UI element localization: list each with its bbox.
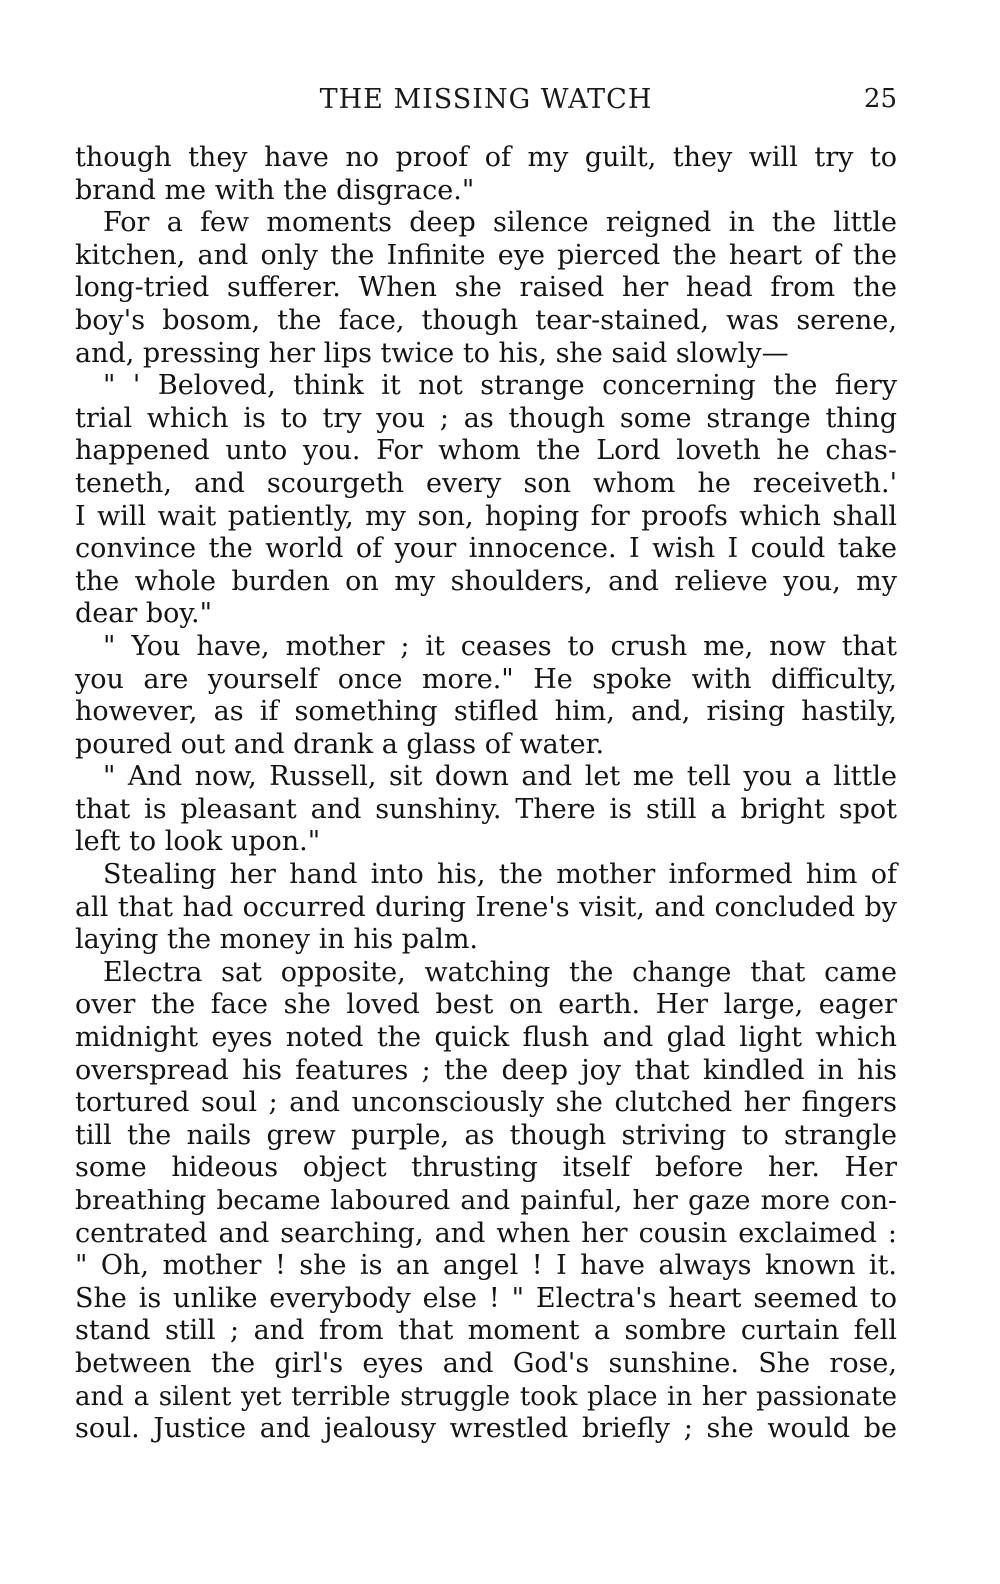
text-line: midnight eyes noted the quick flush and glad light which xyxy=(75,1022,897,1054)
text-line: laying the money in his palm. xyxy=(75,924,479,956)
text-line: teneth, and scourgeth every son whom he receiveth.' xyxy=(75,467,897,499)
text-line: and a silent yet terrible struggle took place in her passionate xyxy=(75,1381,897,1412)
text-line: I will wait patiently, my son, hoping for proofs which shall xyxy=(75,500,897,532)
text-line: She is unlike everybody else ! " Electra's heart seemed to xyxy=(75,1282,897,1314)
text-line: soul. Justice and jealousy wrestled briefly ; she would be xyxy=(75,1413,897,1445)
text-line: left to look upon." xyxy=(75,826,321,858)
text-line: you are yourself once more." He spoke with difficulty, xyxy=(75,663,897,695)
text-line: tortured soul ; and unconsciously she clutched her fingers xyxy=(75,1087,897,1119)
text-line: For a few moments deep silence reigned in the little xyxy=(103,207,897,239)
running-title: THE MISSING WATCH xyxy=(319,84,653,115)
text-line: boy's bosom, the face, though tear-stained, was serene, xyxy=(75,304,897,336)
text-line: centrated and searching, and when her cousin exclaimed : xyxy=(75,1217,897,1249)
text-line: long-tried sufferer. When she raised her head from the xyxy=(75,272,897,304)
text-line: trial which is to try you ; as though some strange thing xyxy=(75,402,897,434)
text-line: happened unto you. For whom the Lord loveth he chas- xyxy=(75,435,897,467)
text-line: brand me with the disgrace." xyxy=(75,174,475,206)
body-text xyxy=(75,142,897,1446)
text-line: " You have, mother ; it ceases to crush me, now that xyxy=(103,630,897,662)
page-number: 25 xyxy=(863,84,897,114)
text-line: " And now, Russell, sit down and let me tell you a little xyxy=(103,761,897,793)
text-line: the whole burden on my shoulders, and relieve you, my xyxy=(75,565,897,597)
text-line: " Oh, mother ! she is an angel ! I have always known it. xyxy=(75,1250,897,1282)
text-line: between the girl's eyes and God's sunshine. She rose, xyxy=(75,1347,897,1379)
text-line: over the face she loved best on earth. Her large, eager xyxy=(75,989,897,1021)
text-line: Stealing her hand into his, the mother informed him of xyxy=(103,859,897,891)
text-line: kitchen, and only the Infinite eye pierced the heart of the xyxy=(75,239,897,271)
text-line: that is pleasant and sunshiny. There is still a bright spot xyxy=(75,793,897,825)
text-line: poured out and drank a glass of water. xyxy=(75,728,605,760)
text-line: though they have no proof of my guilt, they will try to xyxy=(75,142,897,173)
text-line: stand still ; and from that moment a sombre curtain fell xyxy=(75,1315,897,1347)
text-line: overspread his features ; the deep joy that kindled in his xyxy=(75,1054,897,1086)
text-line: and, pressing her lips twice to his, she said slowly— xyxy=(75,337,789,369)
text-line: Electra sat opposite, watching the change that came xyxy=(103,956,897,988)
running-head xyxy=(75,84,897,124)
text-line: till the nails grew purple, as though striving to strangle xyxy=(75,1119,897,1151)
text-line: all that had occurred during Irene's visit, and concluded by xyxy=(75,891,897,923)
text-line: " ' Beloved, think it not strange concerning the fiery xyxy=(103,370,897,402)
text-line: however, as if something stifled him, and, rising hastily, xyxy=(75,696,897,728)
text-line: breathing became laboured and painful, her gaze more con- xyxy=(75,1185,897,1216)
text-line: some hideous object thrusting itself before her. Her xyxy=(75,1152,897,1184)
text-line: dear boy." xyxy=(75,598,213,630)
text-line: convince the world of your innocence. I wish I could take xyxy=(75,533,897,565)
